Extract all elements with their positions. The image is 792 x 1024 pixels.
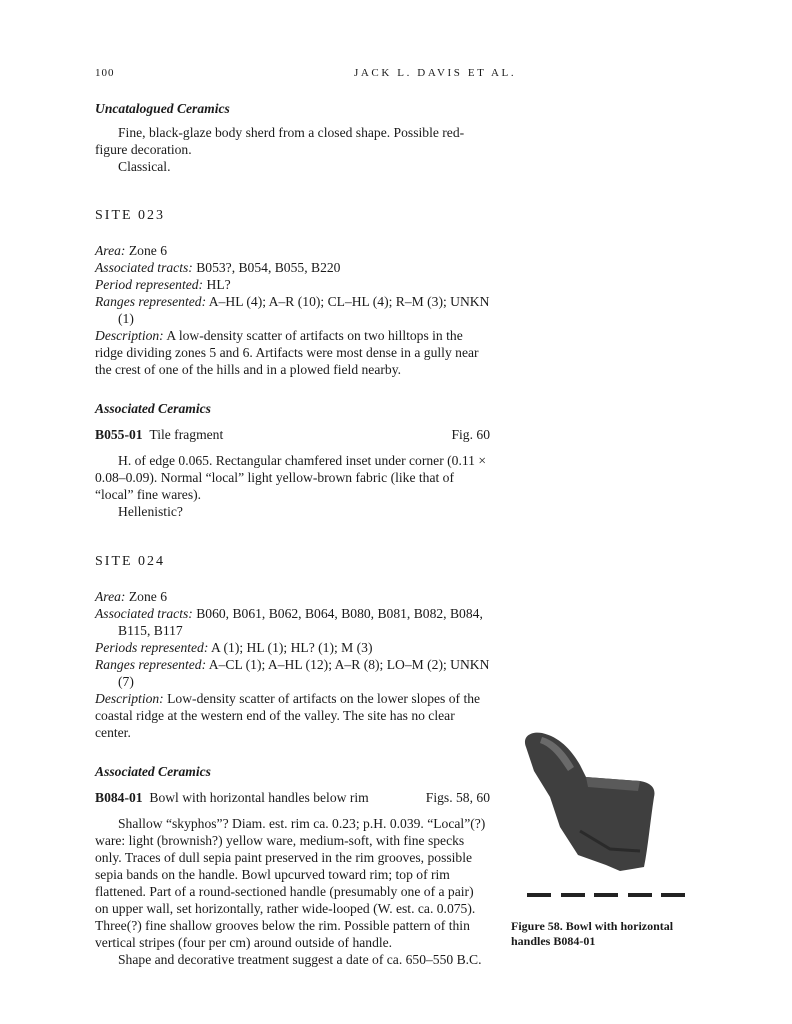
area-line: Area: Zone 6 (95, 243, 167, 258)
catalog-id: B055-01 (95, 427, 143, 442)
site-heading: SITE 023 (95, 208, 166, 223)
paragraph: Fine, black-glaze body sherd from a closed shape. Possible red- (118, 125, 465, 140)
figure-caption: Figure 58. Bowl with horizontal handles B084-01 (511, 919, 674, 948)
description: Description: A low-density scatter of artifacts on two hilltops in the ridge dividing zones 5 and 6. Artifacts were most dense in a gully near the crest of one of the hills and in a plowed field nearby. (95, 328, 479, 377)
tracts-line: Associated tracts: B053?, B054, B055, B220 (95, 260, 341, 275)
catalog-entry-header (95, 789, 490, 806)
description: Description: Low-density scatter of artifacts on the lower slopes of the coastal ridge at the western end of the valley. The site has no clear center. (95, 691, 481, 740)
ranges-line: Ranges represented: A–CL (1); A–HL (12); A–R (8); LO–M (2); UNKN (7) (95, 657, 490, 689)
period-line: Periods represented: A (1); HL (1); HL? (1); M (3) (95, 640, 373, 655)
paragraph: figure decoration. (95, 142, 192, 157)
catalog-id: B084-01 (95, 790, 143, 805)
scale-bar (527, 893, 685, 898)
site-024-section (95, 553, 490, 968)
catalog-description: H. of edge 0.065. Rectangular chamfered inset under corner (0.11 × 0.08–0.09). Normal “local” light yellow-brown fabric (like that of “local” fine wares). (95, 453, 487, 502)
date-line: Classical. (118, 159, 171, 174)
page-number: 100 (95, 67, 115, 79)
figure-reference: Figs. 58, 60 (425, 790, 490, 805)
sherd-photo (520, 731, 660, 875)
date-line: Hellenistic? (118, 504, 183, 519)
running-head-title: JACK L. DAVIS ET AL. (354, 67, 517, 79)
site-023-section (95, 207, 490, 520)
site-info (95, 588, 490, 741)
catalog-name: Tile fragment (149, 427, 224, 442)
section-heading: Associated Ceramics (95, 401, 211, 416)
period-line: Period represented: HL? (95, 277, 231, 292)
site-info (95, 242, 490, 378)
section-heading: Associated Ceramics (95, 764, 211, 779)
catalog-description: Shallow “skyphos”? Diam. est. rim ca. 0.23; p.H. 0.039. “Local”(?) ware: light (brownish?) yellow ware, medium-soft, with fine specks only. Traces of dull sepia paint preserved in the rim grooves, possible sepia bands on the handle. Bowl upcurved toward rim; top of rim flattened. Part of a round-sectioned handle (presumably one of a pair) on upper wall, set horizontally, rather wide-looped (W. est. ca. 0.075). Three(?) fine shallow grooves below the rim. Possible pattern of thin vertical stripes (four per cm) around outside of handle. (95, 816, 486, 950)
tracts-line: Associated tracts: B060, B061, B062, B064, B080, B081, B082, B084, B115, B117 (95, 606, 483, 638)
section-heading: Uncatalogued Ceramics (95, 101, 230, 116)
figure-reference: Fig. 60 (451, 427, 490, 442)
site-heading: SITE 024 (95, 554, 166, 569)
uncatalogued-section (95, 100, 490, 175)
date-line: Shape and decorative treatment suggest a date of ca. 650–550 B.C. (118, 952, 482, 967)
area-line: Area: Zone 6 (95, 589, 167, 604)
ranges-line: Ranges represented: A–HL (4); A–R (10); CL–HL (4); R–M (3); UNKN (1) (95, 294, 490, 326)
catalog-entry-header (95, 426, 490, 443)
catalog-name: Bowl with horizontal handles below rim (149, 790, 369, 805)
